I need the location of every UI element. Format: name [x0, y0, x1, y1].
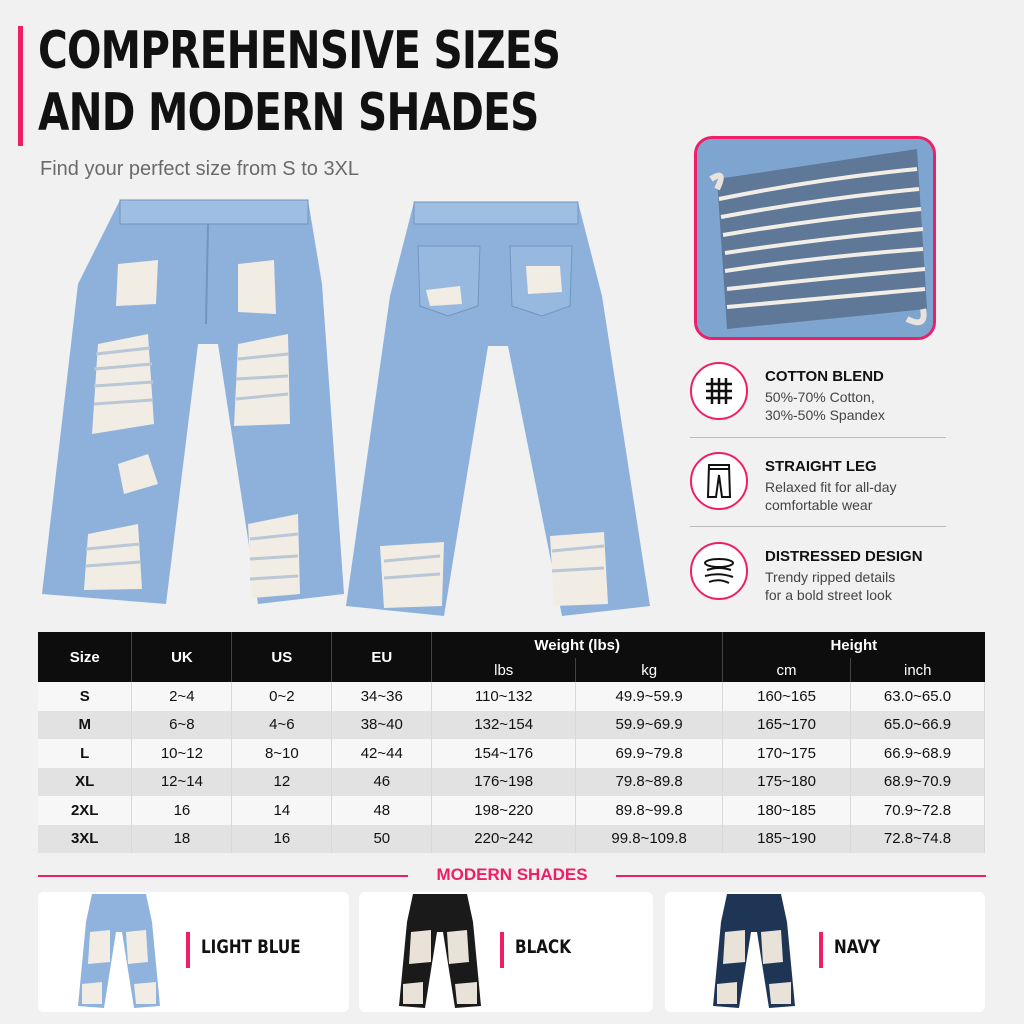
distressed-closeup-image	[694, 136, 936, 340]
col-header-us: US	[232, 632, 332, 682]
shade-card-black[interactable]: BLACK	[359, 892, 653, 1012]
shade-swatch-navy	[711, 892, 797, 1010]
table-row: L 10~12 8~10 42~44 154~176 69.9~79.8 170~175 66.9~68.9	[38, 739, 985, 768]
table-row: M 6~8 4~6 38~40 132~154 59.9~69.9 165~170 65.0~66.9	[38, 711, 985, 740]
table-row: XL 12~14 12 46 176~198 79.8~89.8 175~180 68.9~70.9	[38, 768, 985, 797]
shade-card-navy[interactable]: NAVY	[665, 892, 985, 1012]
straight-leg-pants-icon	[690, 452, 748, 510]
col-header-lbs: lbs	[432, 658, 576, 682]
shade-swatch-light-blue	[76, 892, 162, 1010]
col-header-size: Size	[38, 632, 132, 682]
size-chart-table	[38, 632, 985, 853]
jeans-front-image	[38, 194, 350, 619]
feature-divider	[690, 437, 946, 438]
table-row: S 2~4 0~2 34~36 110~132 49.9~59.9 160~165 63.0~65.0	[38, 682, 985, 711]
page-title: COMPREHENSIVE SIZES AND MODERN SHADES	[38, 21, 561, 143]
shades-title: MODERN SHADES	[436, 865, 588, 884]
shade-card-light-blue[interactable]: LIGHT BLUE	[38, 892, 349, 1012]
col-header-kg: kg	[576, 658, 723, 682]
col-header-cm: cm	[723, 658, 851, 682]
shade-swatch-black	[397, 892, 483, 1010]
col-header-uk: UK	[132, 632, 232, 682]
title-accent-bar	[18, 26, 23, 146]
fabric-weave-icon	[690, 362, 748, 420]
jeans-back-image	[340, 196, 652, 621]
distressed-rip-icon	[690, 542, 748, 600]
feature-cotton-blend: COTTON BLEND 50%-70% Cotton, 30%-50% Spandex	[690, 362, 950, 442]
page-subtitle: Find your perfect size from S to 3XL	[40, 158, 360, 180]
feature-divider	[690, 526, 946, 527]
feature-straight-leg: STRAIGHT LEG Relaxed fit for all-day comfortable wear	[690, 452, 950, 532]
table-row: 3XL 18 16 50 220~242 99.8~109.8 185~190 72.8~74.8	[38, 825, 985, 854]
col-header-eu: EU	[332, 632, 432, 682]
col-header-height: Height	[723, 632, 985, 658]
feature-distressed-design: DISTRESSED DESIGN Trendy ripped details for a bold street look	[690, 542, 950, 622]
col-header-weight: Weight (lbs)	[432, 632, 723, 658]
col-header-inch: inch	[851, 658, 985, 682]
table-row: 2XL 16 14 48 198~220 89.8~99.8 180~185 70.9~72.8	[38, 796, 985, 825]
